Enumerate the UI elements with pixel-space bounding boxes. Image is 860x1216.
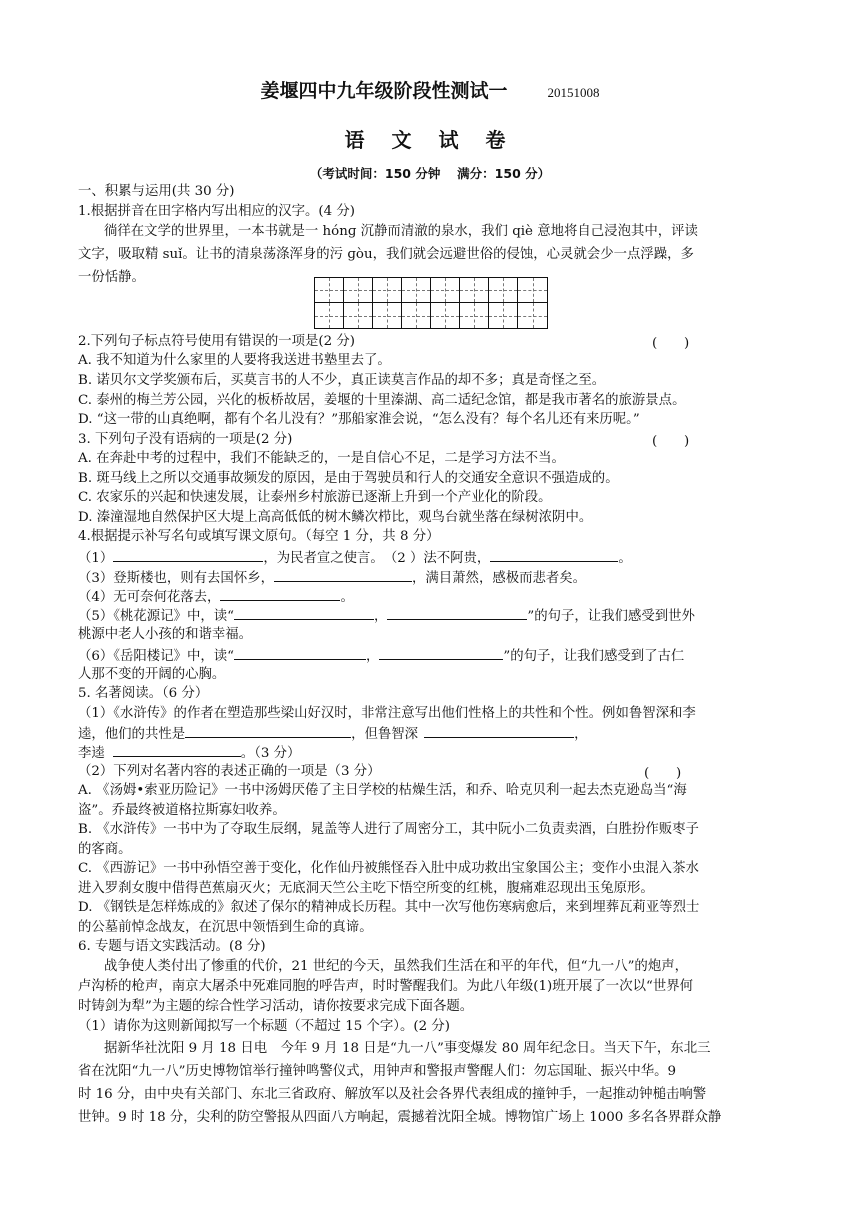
q5-option-c-cont: 进入罗刹女腹中借得芭蕉扇灭火；无底洞天竺公主吃下悟空所变的红桃，腹痛难忍现出玉兔原形。 — [78, 881, 654, 896]
q2-option-d: D. “这一带的山真绝啊，都有个名儿没有？”那船家淮会说，“怎么没有？每个名儿还有来历呢。” — [78, 412, 640, 427]
q6-intro-line: 时铸剑为犁”为主题的综合性学习活动，请你按要求完成下面各题。 — [78, 999, 474, 1014]
q5-option-a: A. 《汤姆•索亚历险记》一书中汤姆厌倦了主日学校的枯燥生活，和乔、哈克贝利一起去杰克逊岛当“海 — [78, 783, 687, 798]
exam-title — [0, 76, 860, 103]
q4-text: ，满目萧然，感极而悲者矣。 — [412, 571, 587, 586]
answer-blank[interactable] — [113, 742, 241, 757]
paper-subtitle: 语 文 试 卷 — [344, 128, 516, 152]
answer-blank[interactable] — [387, 605, 527, 620]
grid-cell[interactable] — [431, 303, 460, 328]
q5-sub1-line-3 — [78, 742, 798, 763]
q6-stem: 6. 专题与语文实践活动。(8 分) — [78, 939, 266, 954]
q4-line-4 — [78, 605, 798, 626]
q4-text: ， — [373, 609, 388, 624]
q5-answer-paren[interactable]: ( ) — [644, 766, 682, 781]
q5-option-b-cont: 的客商。 — [78, 842, 132, 857]
q1-passage-line: 一份恬静。 — [78, 270, 145, 285]
section-heading: 一、积累与运用(共 30 分) — [78, 184, 235, 199]
grid-cell[interactable] — [518, 278, 547, 303]
q3-answer-paren[interactable]: ( ) — [652, 434, 690, 449]
tianzige-grid[interactable] — [314, 277, 548, 329]
q4-text: ，为民者宣之使言。 （2 ）法不阿贵， — [263, 551, 491, 566]
q5-option-d: D. 《钢铁是怎样炼成的》叙述了保尔的精神成长历程。其中一次写他伤寒病愈后，来到埋葬瓦莉亚等烈士 — [78, 900, 700, 915]
grid-cell[interactable] — [344, 278, 373, 303]
grid-cell[interactable] — [460, 303, 489, 328]
q5-text: ，但鲁智深 — [351, 727, 419, 742]
q4-text: （5）《桃花源记》中，读“ — [78, 609, 234, 624]
q3-option-a: A. 在奔赴中考的过程中，我们不能缺乏的，一是自信心不足，二是学习方法不当。 — [78, 451, 565, 466]
answer-blank[interactable] — [234, 605, 374, 620]
answer-blank[interactable] — [490, 547, 618, 562]
q5-sub1: （1）《水浒传》的作者在塑造那些梁山好汉时，非常注意写出他们性格上的共性和个性。例如鲁智深和李 — [78, 706, 696, 721]
q4-stem: 4.根据提示补写名句或填写课文原句。（每空 1 分，共 8 分） — [78, 529, 440, 544]
q3-option-c: C. 农家乐的兴起和快速发展，让泰州乡村旅游已逐渐上升到一个产业化的阶段。 — [78, 490, 552, 505]
exam-info: （考试时间：150 分钟 满分：150 分） — [309, 166, 551, 181]
q4-text: ， — [365, 649, 380, 664]
q4-text: （3）登斯楼也，则有去国怀乡， — [78, 571, 274, 586]
grid-cell[interactable] — [402, 278, 431, 303]
q4-text: 。 — [340, 590, 354, 605]
q2-option-c: C. 泰州的梅兰芳公园，兴化的板桥故居，姜堰的十里溱湖、高二适纪念馆，都是我市著名的旅游景点。 — [78, 393, 686, 408]
q5-stem: 5. 名著阅读。（6 分） — [78, 686, 209, 701]
q5-option-d-cont: 的公墓前悼念战友，在沉思中领悟到生命的真谛。 — [78, 920, 373, 935]
grid-cell[interactable] — [489, 303, 518, 328]
q1-passage-line: 徜徉在文学的世界里，一本书就是一 hónɡ 沉静而清澈的泉水，我们 qiè 意地将自己浸泡其中，评读 — [104, 224, 698, 239]
q6-sub1: （1）请你为这则新闻拟写一个标题（不超过 15 个字）。(2 分) — [78, 1019, 450, 1034]
q5-text: 逵，他们的共性是 — [78, 727, 186, 742]
q3-option-b: B. 斑马线上之所以交通事故频发的原因，是由于驾驶员和行人的交通安全意识不强造成的。 — [78, 471, 619, 486]
answer-blank[interactable] — [220, 586, 340, 601]
answer-blank[interactable] — [379, 645, 503, 660]
q6-intro-line: 卢沟桥的枪声，南京大屠杀中死难同胞的呼告声，时时警醒我们。为此八年级(1)班开展了一次以“世界何 — [78, 979, 693, 994]
exam-date: 20151008 — [547, 85, 600, 100]
grid-cell[interactable] — [402, 303, 431, 328]
q1-passage-line: 文字，吸取精 suǐ。让书的清泉荡涤浑身的污 ɡòu，我们就会远避世俗的侵蚀，心灵就会少一点浮躁，多 — [78, 247, 694, 262]
answer-blank[interactable] — [274, 567, 412, 582]
grid-cell[interactable] — [518, 303, 547, 328]
q4-text: ”的句子，让我们感受到了古仁 — [503, 649, 685, 664]
q5-sub1-line-2 — [78, 723, 798, 744]
grid-cell[interactable] — [373, 278, 402, 303]
q1-stem: 1.根据拼音在田字格内写出相应的汉字。(4 分) — [78, 204, 356, 219]
grid-cell[interactable] — [373, 303, 402, 328]
news-line: 时 16 分，由中央有关部门、东北三省政府、解放军以及社会各界代表组成的撞钟手，一起推动钟槌击响警 — [78, 1087, 707, 1102]
grid-cell[interactable] — [344, 303, 373, 328]
q2-option-a: A. 我不知道为什么家里的人要将我送进书塾里去了。 — [78, 353, 391, 368]
grid-cell[interactable] — [489, 278, 518, 303]
q4-line-3 — [78, 586, 798, 607]
q4-text: ”的句子，让我们感受到世外 — [527, 609, 695, 624]
q4-text: （1） — [78, 551, 114, 566]
q4-line-2 — [78, 567, 798, 588]
q2-option-b: B. 诺贝尔文学奖颁布后，买莫言书的人不少，真正读莫言作品的却不多；真是奇怪之至。 — [78, 373, 606, 388]
grid-cell[interactable] — [460, 278, 489, 303]
answer-blank[interactable] — [113, 547, 263, 562]
q4-line-6 — [78, 645, 798, 666]
q4-text: （4）无可奈何花落去， — [78, 590, 221, 605]
q5-text: 李逵 — [78, 746, 105, 761]
q6-intro-line: 战争使人类付出了惨重的代价，21 世纪的今天，虽然我们生活在和平的年代，但“九一八”的炮声， — [104, 959, 688, 974]
news-line: 世钟。9 时 18 分，尖利的防空警报从四面八方响起，震撼着沈阳全城。博物馆广场上 1000 多名各界群众静 — [78, 1110, 722, 1125]
q2-answer-paren[interactable]: ( ) — [652, 336, 690, 351]
grid-cell[interactable] — [315, 303, 344, 328]
q5-option-b: B. 《水浒传》一书中为了夺取生辰纲，晁盖等人进行了周密分工，其中阮小二负责卖酒，白胜扮作贩枣子 — [78, 822, 699, 837]
grid-cell[interactable] — [315, 278, 344, 303]
grid-cell[interactable] — [431, 278, 460, 303]
q4-text: 。 — [618, 551, 632, 566]
q3-option-d: D. 溱潼湿地自然保护区大堤上高高低低的树木鳞次栉比，观鸟台就坐落在绿树浓阴中。 — [78, 510, 593, 525]
q4-line-5: 桃源中老人小孩的和谐幸福。 — [78, 627, 253, 642]
q4-line-7: 人那不变的开阔的心胸。 — [78, 667, 226, 682]
q5-sub2: （2）下列对名著内容的表述正确的一项是（3 分） — [78, 764, 381, 779]
answer-blank[interactable] — [234, 645, 366, 660]
q5-option-a-cont: 盗”。乔最终被道格拉斯寡妇收养。 — [78, 803, 286, 818]
q5-text: ， — [574, 727, 588, 742]
answer-blank[interactable] — [424, 723, 574, 738]
news-line: 据新华社沈阳 9 月 18 日电 今年 9 月 18 日是“九一八”事变爆发 80 周年纪念日。当天下午，东北三 — [104, 1041, 711, 1056]
q5-option-c: C. 《西游记》一书中孙悟空善于变化，化作仙丹被熊怪吞入肚中成功救出宝象国公主；变作小虫混入茶水 — [78, 861, 699, 876]
q5-text: 。（3 分） — [240, 746, 301, 761]
q2-stem: 2.下列句子标点符号使用有错误的一项是(2 分) — [78, 334, 356, 349]
q4-line-1 — [78, 547, 798, 568]
news-line: 省在沈阳“九一八”历史博物馆举行撞钟鸣警仪式，用钟声和警报声警醒人们：勿忘国耻、振兴中华。9 — [78, 1064, 677, 1079]
answer-blank[interactable] — [185, 723, 351, 738]
school-title: 姜堰四中九年级阶段性测试一 — [260, 80, 508, 102]
q3-stem: 3. 下列句子没有语病的一项是(2 分) — [78, 432, 293, 447]
q4-text: （6）《岳阳楼记》中，读“ — [78, 649, 234, 664]
